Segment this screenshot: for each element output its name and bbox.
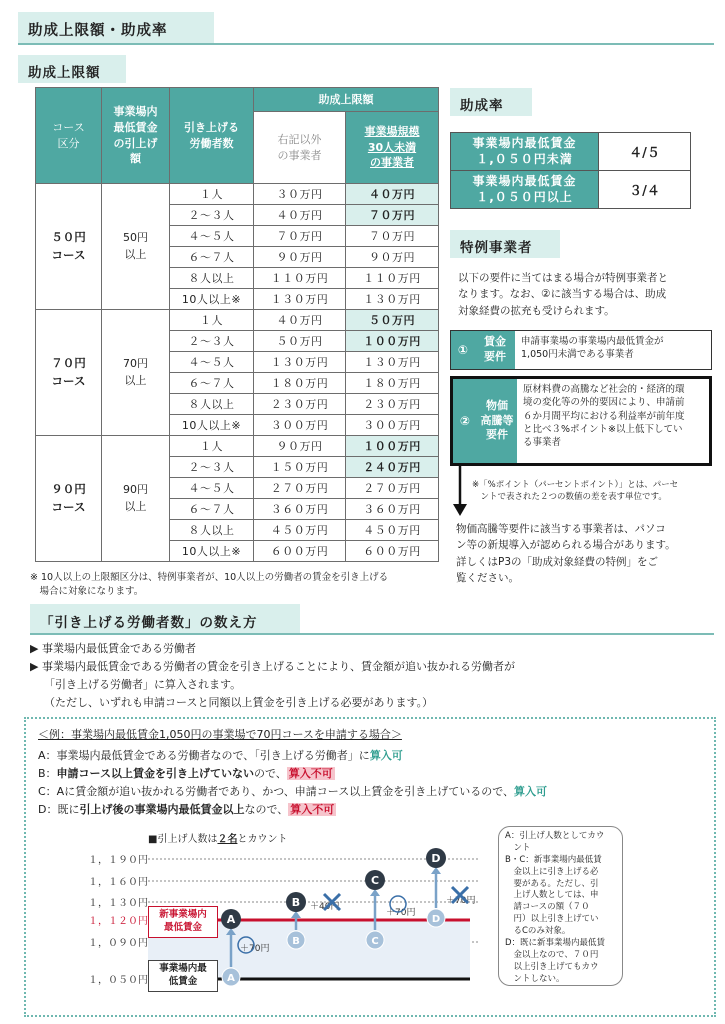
other-limit-cell: ７０万円 [254,226,346,247]
amount-label-c: ＋70円 [386,908,416,918]
other-limit-cell: ２７０万円 [254,478,346,499]
rate-section-label: 助成率 [450,88,532,116]
small-limit-cell: ７０万円 [346,205,439,226]
count-note-bold: ２名 [217,834,238,845]
example-c-text: C：Aに賃金額が追い抜かれる労働者であり、かつ、申請コース以上賃金を引き上げているので、 [38,785,514,798]
example-title: ＜例：事業場内最低賃金1,050円の事業場で70円コースを申請する場合＞ [38,728,402,741]
small-limit-cell: １３０万円 [346,352,439,373]
raise-arrowhead [431,867,441,874]
header-workers: 引き上げる 労働者数 [170,88,254,184]
other-limit-cell: ４５０万円 [254,520,346,541]
y-tick-label: １，１２０円 [88,916,148,927]
example-d-mid: なので、 [244,803,289,816]
workers-cell: ６～７人 [170,373,254,394]
example-d-result: 算入不可 [290,803,335,816]
requirement-2 [450,376,712,466]
workers-cell: ２～３人 [170,331,254,352]
header-limit: 助成上限額 [254,88,439,112]
amount-label-b: ＋40円 [310,902,340,912]
header-minwage: 事業場内 最低賃金 の引上げ 額 [102,88,170,184]
rate-row-value: ３/４ [599,171,691,209]
workers-line-4: （ただし、いずれも申請コースと同額以上賃金を引き上げる必要があります。） [44,696,434,709]
small-limit-cell: ４０万円 [346,184,439,205]
table-row [36,310,439,331]
req-label: 賃金 要件 [475,331,515,369]
other-limit-cell: ６００万円 [254,541,346,562]
example-line-a [38,747,403,764]
diagram-legend: A：引上げ人数としてカウ ント B・C：新事業場内最低賃 金以上に引き上げる必 要がある。ただし、引 上げ人数としては、申 請コースの額（７０ 円）以上引き上げてい るCのみ対象。 D：既に新事業場内最低賃 金以上なので、７０円 以上引き上げてもカウ ントしない。 [498,826,623,986]
small-limit-cell: ９０万円 [346,247,439,268]
workers-cell: ２～３人 [170,205,254,226]
small-limit-cell: ２３０万円 [346,394,439,415]
amount-label-d: ＋70円 [446,896,476,906]
limit-section-label: 助成上限額 [18,55,126,83]
example-b-result: 算入不可 [288,767,333,780]
example-d-prefix: D：既に [38,803,80,816]
workers-cell: ４～５人 [170,478,254,499]
example-a-result: 算入可 [369,749,403,762]
other-limit-cell: １８０万円 [254,373,346,394]
other-limit-cell: ９０万円 [254,247,346,268]
example-line-b [38,765,335,782]
workers-underline [30,633,714,635]
header-other: 右記以外 の事業者 [254,112,346,184]
workers-cell: ６～７人 [170,247,254,268]
after-point-label: D [431,852,441,865]
raise-cell: 70円 以上 [102,310,170,436]
small-limit-cell: ２７０万円 [346,478,439,499]
example-a-text: A：事業場内最低賃金である労働者なので、「引き上げる労働者」に [38,749,370,762]
y-tick-label: １，１３０円 [88,898,148,909]
title-underline [18,43,714,45]
small-limit-cell: ２４０万円 [346,457,439,478]
req-label: 物価 高騰等 要件 [477,379,517,463]
other-limit-cell: １５０万円 [254,457,346,478]
small-limit-cell: １３０万円 [346,289,439,310]
rate-row-value: ４/５ [599,133,691,171]
small-limit-cell: １００万円 [346,436,439,457]
small-limit-cell: ３００万円 [346,415,439,436]
table-row [36,184,439,205]
workers-cell: ８人以上 [170,268,254,289]
after-point-label: C [370,874,380,887]
workers-line-3: 「引き上げる労働者」に算入されます。 [44,678,242,691]
header-course: コース 区分 [36,88,102,184]
before-point-label: C [371,936,379,947]
raise-cell: 90円 以上 [102,436,170,562]
count-note-pre: ■引上げ人数は [148,834,218,845]
before-point-label: B [292,936,300,947]
workers-cell: ８人以上 [170,394,254,415]
y-tick-label: １，１９０円 [88,855,148,866]
req-number: ② [453,379,477,463]
other-limit-cell: ３００万円 [254,415,346,436]
limit-table [35,87,439,562]
count-note [148,830,287,845]
percent-point-note: ※「%ポイント（パーセントポイント）」とは、パーセ ントで表された２つの数値の差を表す単位です。 [472,480,679,503]
workers-bullet-1: ▶ 事業場内最低賃金である労働者 [30,642,196,655]
workers-cell: ２～３人 [170,457,254,478]
amount-label-a: ＋70円 [240,944,270,954]
small-limit-cell: ６００万円 [346,541,439,562]
page-title: 助成上限額・助成率 [18,12,214,44]
workers-cell: 10人以上※ [170,541,254,562]
special-after-text: 物価高騰等要件に該当する事業者は、パソコ ン等の新規導入が認められる場合があります。 詳しくはP3の「助成対象経費の特例」をご 覧ください。 [456,523,676,584]
table-footnote: ※ 10人以上の上限額区分は、特例事業者が、10人以上の労働者の賃金を引き上げる 場合に対象になります。 [30,572,389,597]
example-line-c [38,783,547,800]
workers-cell: １人 [170,436,254,457]
workers-cell: ４～５人 [170,226,254,247]
course-cell: ９０円 コース [36,436,102,562]
workers-cell: 10人以上※ [170,415,254,436]
before-point-label: A [227,973,235,984]
new-min-wage-label: 新事業場内 最低賃金 [148,906,218,938]
raise-arrowhead [370,889,380,896]
raise-cell: 50円 以上 [102,184,170,310]
rate-table [450,132,691,209]
req-text: 申請事業場の事業場内最低賃金が 1,050円未満である事業者 [521,336,664,361]
other-limit-cell: ３０万円 [254,184,346,205]
rate-row-label: 事業場内最低賃金 １,０５０円以上 [451,171,599,209]
workers-section-label: 「引き上げる労働者数」の数え方 [30,604,300,634]
special-section-label: 特例事業者 [450,230,560,258]
other-limit-cell: ９０万円 [254,436,346,457]
y-tick-label: １，１６０円 [88,877,148,888]
other-limit-cell: ４０万円 [254,310,346,331]
example-d-bold: 引上げ後の事業場内最低賃金以上 [79,803,245,816]
rate-row-label: 事業場内最低賃金 １,０５０円未満 [451,133,599,171]
table-row [36,436,439,457]
down-arrow-icon [452,466,468,518]
special-intro: 以下の要件に当てはまる場合が特例事業者と なります。なお、②に該当する場合は、助成 対象経費の拡充も受けられます。 [458,272,668,317]
other-limit-cell: １１０万円 [254,268,346,289]
after-point-label: B [291,896,301,909]
course-cell: ５０円 コース [36,184,102,310]
small-limit-cell: ５０万円 [346,310,439,331]
small-limit-cell: ４５０万円 [346,520,439,541]
example-b-prefix: B： [38,767,57,780]
example-b-bold: 申請コース以上賃金を引き上げていない [56,767,254,780]
req-number: ① [451,331,475,369]
example-c-result: 算入可 [514,785,547,798]
after-point-label: A [226,913,236,926]
other-limit-cell: ３６０万円 [254,499,346,520]
before-point-label: D [431,914,441,925]
workers-cell: ８人以上 [170,520,254,541]
workers-cell: ４～５人 [170,352,254,373]
small-limit-cell: １００万円 [346,331,439,352]
other-limit-cell: ５０万円 [254,331,346,352]
small-limit-cell: １１０万円 [346,268,439,289]
other-limit-cell: １３０万円 [254,289,346,310]
other-limit-cell: １３０万円 [254,352,346,373]
small-limit-cell: ３６０万円 [346,499,439,520]
req-text: 原材料費の高騰など社会的・経済的環 境の変化等の外的要因により、申請前 ６か月間平均における利益率が前年度 と比べ３%ポイント※以上低下してい る事業者 [523,384,685,449]
small-limit-cell: ７０万円 [346,226,439,247]
y-tick-label: １，０９０円 [88,938,148,949]
other-limit-cell: ４０万円 [254,205,346,226]
workers-cell: ６～７人 [170,499,254,520]
requirement-1 [450,330,712,370]
workers-cell: １人 [170,310,254,331]
small-limit-cell: １８０万円 [346,373,439,394]
workers-bullet-2: ▶ 事業場内最低賃金である労働者の賃金を引き上げることにより、賃金額が追い抜かれる労働者が [30,660,515,673]
workers-cell: 10人以上※ [170,289,254,310]
wage-diagram [40,845,490,1015]
other-limit-cell: ２３０万円 [254,394,346,415]
y-tick-label: １，０５０円 [88,975,148,986]
header-small: 事業場規模 30人未満 の事業者 [346,112,439,184]
raise-arrowhead [291,911,301,918]
old-min-wage-label: 事業場内最 低賃金 [148,960,218,992]
example-line-d [38,801,336,818]
workers-cell: １人 [170,184,254,205]
example-b-mid: ので、 [254,767,287,780]
count-note-post: とカウント [237,834,288,845]
course-cell: ７０円 コース [36,310,102,436]
